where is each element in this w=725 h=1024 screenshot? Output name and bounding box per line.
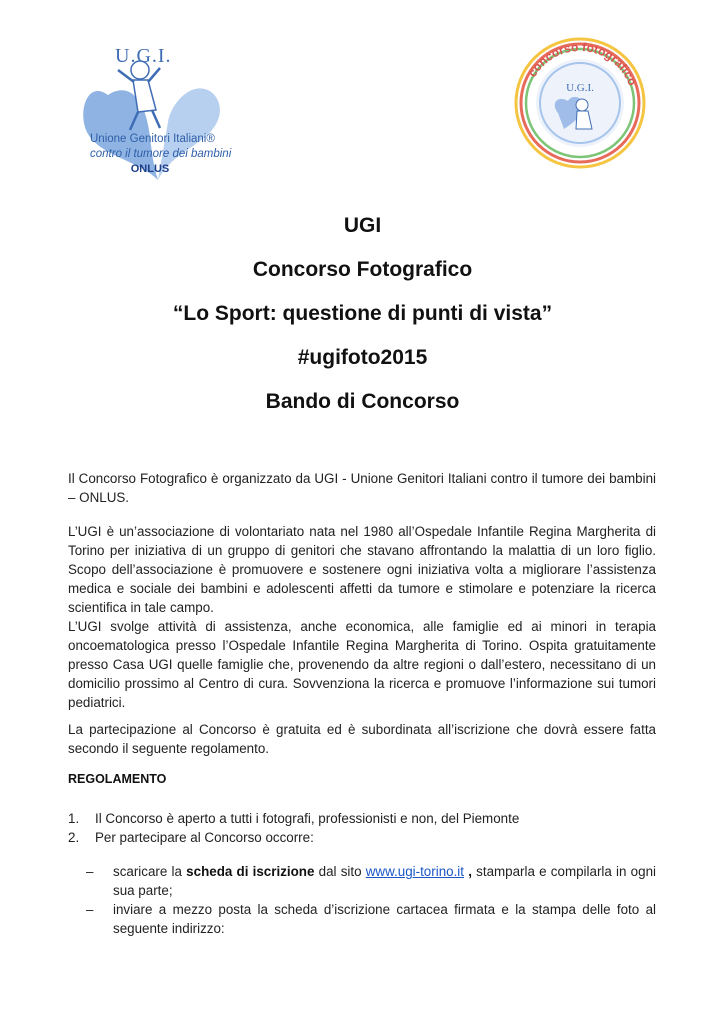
sub-item-mail: [86, 900, 656, 938]
sub-item-post: stamparla e compilarla in ogni sua parte;: [113, 864, 656, 898]
sub-item-mid: dal sito: [314, 864, 366, 879]
title-block: [0, 214, 725, 414]
dash-bullet: –: [86, 864, 94, 879]
sub-item-pre: scaricare la: [113, 864, 187, 879]
paragraph-about-part1: L’UGI è un’associazione di volontariato nata nel 1980 all’Ospedale Infantile Regina Margherita di Torino per iniziativa di un gruppo di genitori che stavano affrontando la malattia di un loro figlio. Scopo dell’associazione è promuovere e sostenere ogni iniziativa volta a migliorare l’assistenza medica e sociale dei bambini e adolescenti affetti da tumore e stimolare e potenziare la ricerca scientifica in tale campo.: [68, 524, 656, 615]
contest-badge-logo: [510, 33, 650, 173]
title-bando: Bando di Concorso: [265, 390, 460, 413]
sub-item-text: inviare a mezzo posta la scheda d’iscrizione cartacea firmata e la stampa delle foto al seguente indirizzo:: [113, 902, 656, 936]
dash-bullet: –: [86, 902, 94, 917]
sub-item-download: [86, 862, 656, 900]
list-item-text: Per partecipare al Concorso occorre:: [95, 830, 314, 845]
title-ugi: UGI: [343, 214, 382, 237]
regolamento-heading: REGOLAMENTO: [68, 772, 167, 786]
title-theme: “Lo Sport: questione di punti di vista”: [172, 302, 553, 325]
list-item-number: 2.: [68, 830, 80, 845]
paragraph-about: [68, 522, 656, 712]
website-link[interactable]: www.ugi-torino.it: [365, 864, 464, 879]
list-item-number: 1.: [68, 811, 80, 826]
org-name-line3: ONLUS: [130, 163, 170, 175]
paragraph-about-part2: L’UGI svolge attività di assistenza, anche economica, alle famiglie ed ai minori in terapia oncoematologica presso l’Ospedale Infantile Regina Margherita di Torino. Ospita gratuitamente presso Casa UGI quelle famiglie che, provenendo da altre regioni o dall’estero, necessitano di un domicilio prossimo al Centro di cura. Sovvenziona la ricerca e promuove l’informazione sui tumori pediatrici.: [68, 619, 656, 710]
paragraph-participation: La partecipazione al Concorso è gratuita ed è subordinata all’iscrizione che dovrà essere fatta secondo il seguente regolamento.: [68, 722, 656, 756]
list-item: [68, 828, 656, 847]
title-hashtag: #ugifoto2015: [297, 346, 428, 369]
comma-bold: ,: [464, 864, 472, 879]
title-contest: Concorso Fotografico: [252, 258, 473, 281]
list-item-text: Il Concorso è aperto a tutti i fotografi, professionisti e non, del Piemonte: [95, 811, 520, 826]
badge-ring-text: concorso fotografico: [525, 39, 640, 88]
rules-list: [68, 809, 656, 847]
org-name-block: [90, 132, 290, 177]
list-item: [68, 809, 656, 828]
org-name-line1: Unione Genitori Italiani®: [90, 133, 215, 145]
sub-item-text: [86, 862, 656, 900]
badge-wordmark: U.G.I.: [566, 82, 594, 94]
org-name-line2: contro il tumore dei bambini: [90, 148, 232, 160]
ugi-wordmark: U.G.I.: [115, 45, 172, 67]
paragraph-intro: Il Concorso Fotografico è organizzato da UGI - Unione Genitori Italiani contro il tumore dei bambini – ONLUS.: [68, 471, 656, 505]
form-name-bold: scheda di iscrizione: [186, 864, 315, 879]
